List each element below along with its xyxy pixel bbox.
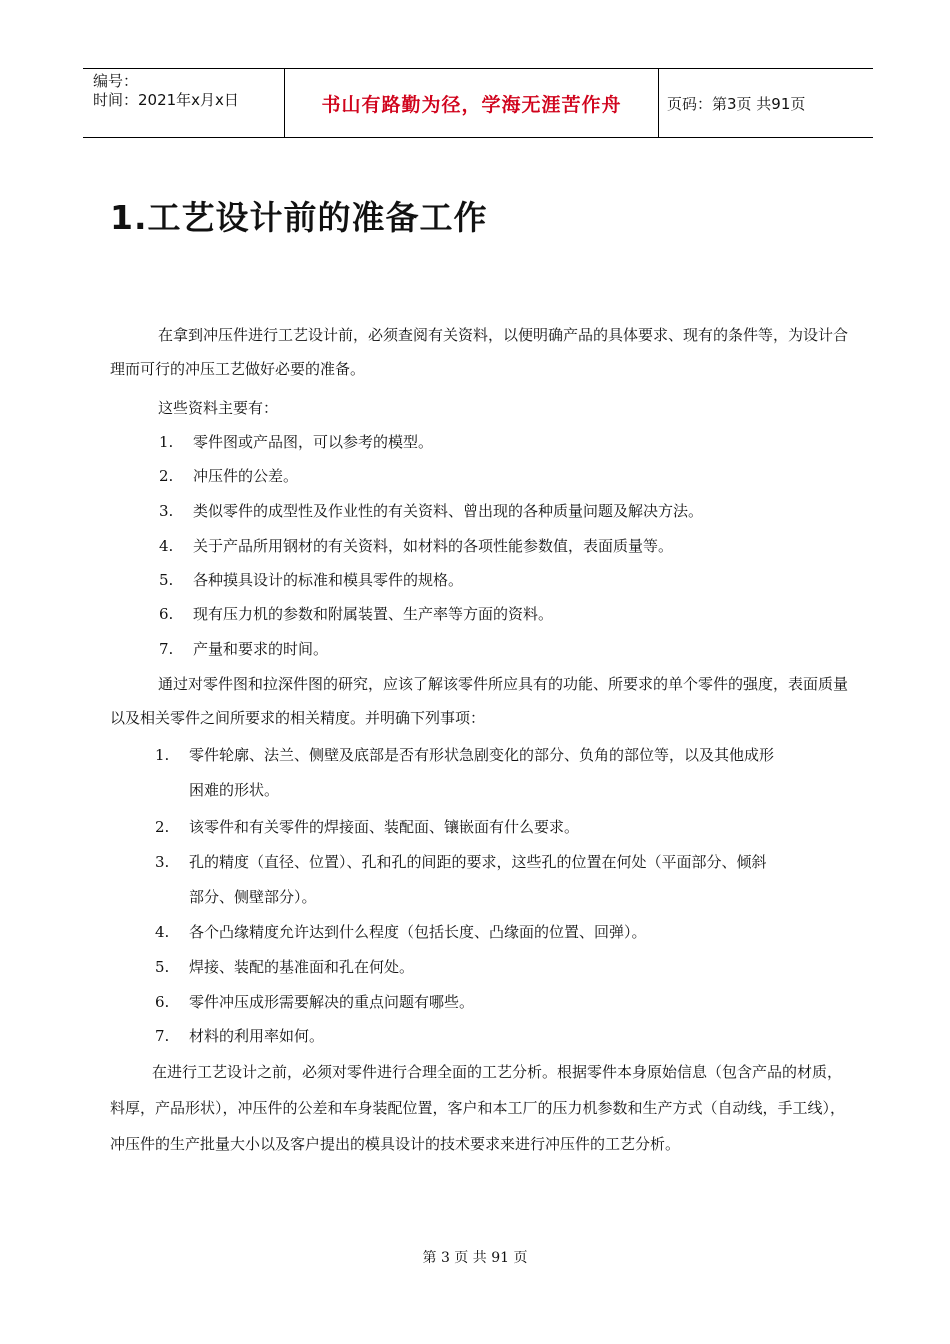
list-item: 4. 各个凸缘精度允许达到什么程度（包括长度、凸缘面的位置、回弹）。 xyxy=(155,923,647,941)
header-motto-cell xyxy=(284,69,659,137)
header-info-cell xyxy=(83,69,284,137)
list-item: 5. 焊接、装配的基准面和孔在何处。 xyxy=(155,958,415,976)
page-footer: 第 3 页 共 91 页 xyxy=(422,1250,528,1266)
list-item: 6. 零件冲压成形需要解决的重点问题有哪些。 xyxy=(155,993,475,1011)
list-item: 4. 关于产品所用钢材的有关资料，如材料的各项性能参数值，表面质量等。 xyxy=(159,537,674,555)
intro-paragraph: 在拿到冲压件进行工艺设计前，必须查阅有关资料，以便明确产品的具体要求、现有的条件等，为设计合理而可行的冲压工艺做好必要的准备。 xyxy=(110,326,849,378)
list-item: 3. 孔的精度（直径、位置）、孔和孔的间距的要求，这些孔的位置在何处（平面部分、倾斜 部分、侧壁部分）。 xyxy=(155,853,767,906)
page-label: 页码：第3页 共91页 xyxy=(667,94,806,113)
analysis-paragraph: 在进行工艺设计之前，必须对零件进行合理全面的工艺分析。根据零件本身原始信息（包含产品的材质，料厚，产品形状），冲压件的公差和车身装配位置，客户和本工厂的压力机参数和生产方式（自动线，手工线），冲压件的生产批量大小以及客户提出的模具设计的技术要求来进行冲压件的工艺分析。 xyxy=(110,1063,846,1153)
section-title: 1.工艺设计前的准备工作 xyxy=(110,198,488,237)
list-item: 1. 零件轮廓、法兰、侧壁及底部是否有形状急剧变化的部分、负角的部位等，以及其他成形 困难的形状。 xyxy=(155,746,775,799)
list-item: 1. 零件图或产品图，可以参考的模型。 xyxy=(159,433,434,451)
list-item: 2. 该零件和有关零件的焊接面、装配面、镶嵌面有什么要求。 xyxy=(155,818,580,836)
study-paragraph: 通过对零件图和拉深件图的研究，应该了解该零件所应具有的功能、所要求的单个零件的强度，表面质量以及相关零件之间所要求的相关精度。并明确下列事项： xyxy=(110,675,849,727)
number-label: 编号： xyxy=(93,72,139,90)
list-item: 3. 类似零件的成型性及作业性的有关资料、曾出现的各种质量问题及解决方法。 xyxy=(159,502,704,520)
list-item: 7. 材料的利用率如何。 xyxy=(155,1027,325,1045)
materials-heading: 这些资料主要有： xyxy=(158,399,279,417)
header-table xyxy=(83,68,873,138)
time-label: 时间：2021年x月x日 xyxy=(93,91,239,109)
header-page-cell xyxy=(658,69,873,137)
list-item: 7. 产量和要求的时间。 xyxy=(159,640,329,658)
list-item: 6. 现有压力机的参数和附属装置、生产率等方面的资料。 xyxy=(159,605,554,623)
list-item: 5. 各种摸具设计的标准和模具零件的规格。 xyxy=(159,571,464,589)
list-item: 2. 冲压件的公差。 xyxy=(159,467,299,485)
motto: 书山有路勤为径，学海无涯苦作舟 xyxy=(321,93,622,116)
